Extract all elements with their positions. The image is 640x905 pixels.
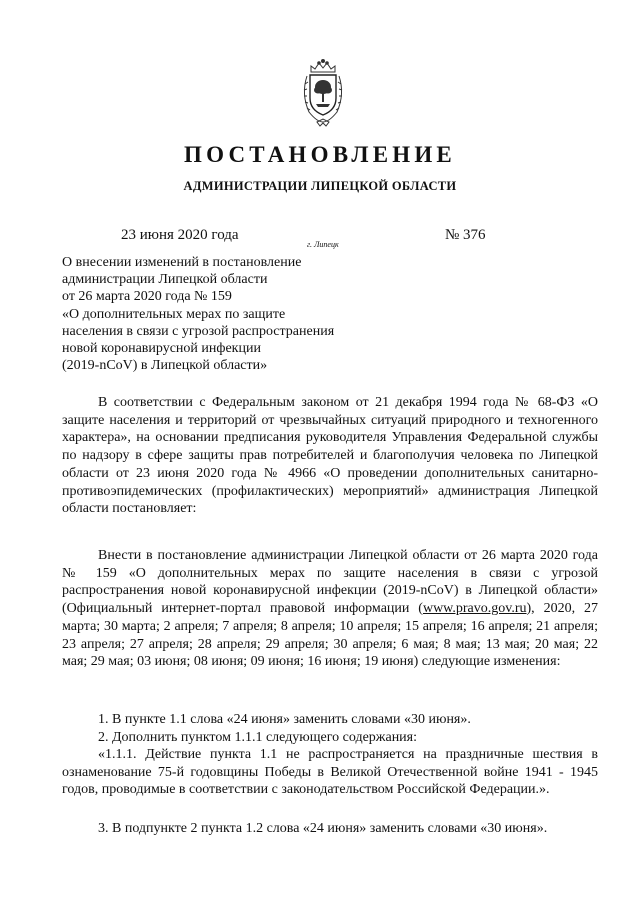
document-city: г. Липецк <box>307 240 339 249</box>
subject-line: населения в связи с угрозой распространения <box>62 323 335 339</box>
document-date: 23 июня 2020 года <box>121 227 239 243</box>
subject-line: (2019-nCoV) в Липецкой области» <box>62 358 268 374</box>
subject-line: О внесении изменений в постановление <box>62 255 302 270</box>
preamble-paragraph: В соответствии с Федеральным законом от 21 декабря 1994 года № 68-ФЗ «О защите населения и территорий от чрезвычайных ситуаций природного и техногенного характера», на основании предписания руководителя Управления Федеральной службы по надзору в сфере защиты прав потребителей и благополучия человека по Липецкой области от 23 июня 2020 года № 4966 «О проведении дополнительных санитарно-противоэпидемических (профилактических) мероприятий» администрация Липецкой области постановляет: <box>62 395 598 517</box>
document-number: № 376 <box>445 227 486 243</box>
main-text-start: Внести в постановление администрации Липецкой области от 26 марта 2020 года № 159 «О дополнительных мерах по защите населения в связи с угрозой распространения новой коронавирусной инфекции (2019-nCoV) в Липецкой области» (Официальный интернет-портал правовой информации ( <box>62 548 598 617</box>
coat-of-arms-emblem <box>293 58 353 128</box>
issuing-authority: АДМИНИСТРАЦИИ ЛИПЕЦКОЙ ОБЛАСТИ <box>183 179 457 193</box>
item-3-paragraph: 3. В подпункте 2 пункта 1.2 слова «24 июня» заменить словами «30 июня». <box>98 821 548 836</box>
subject-line: от 26 марта 2020 года № 159 <box>62 289 232 305</box>
item-2-quote-paragraph: «1.1.1. Действие пункта 1.1 не распространяется на праздничные шествия в ознаменование 75-й годовщины Победы в Великой Отечественной войне 1941 - 1945 годов, проводимые в соответствии с законодательством Российской Федерации.». <box>62 747 598 798</box>
item-2-paragraph: 2. Дополнить пунктом 1.1.1 следующего содержания: <box>98 730 418 745</box>
subject-line: «О дополнительных мерах по защите <box>62 306 286 322</box>
item-1-paragraph: 1. В пункте 1.1 слова «24 июня» заменить словами «30 июня». <box>98 712 471 727</box>
pravo-portal-link[interactable]: www.pravo.gov.ru <box>422 601 527 617</box>
document-subject <box>62 254 392 374</box>
main-text-end: ), 2020, 27 марта; 30 марта; 2 апреля; 7 апреля; 8 апреля; 10 апреля; 15 апреля; 16 апреля; 21 апреля; 23 апреля; 27 апреля; 28 апреля; 29 апреля; 30 апреля; 6 мая; 8 мая; 13 мая; 20 мая; 22 мая; 29 мая; 03 июня; 08 июня; 09 июня; 16 июня; 19 июня) следующие изменения: <box>62 601 598 670</box>
main-resolution-paragraph <box>62 547 598 671</box>
subject-line: администрации Липецкой области <box>62 272 268 288</box>
subject-line: новой коронавирусной инфекции <box>62 341 261 357</box>
document-title: ПОСТАНОВЛЕНИЕ <box>184 142 456 167</box>
